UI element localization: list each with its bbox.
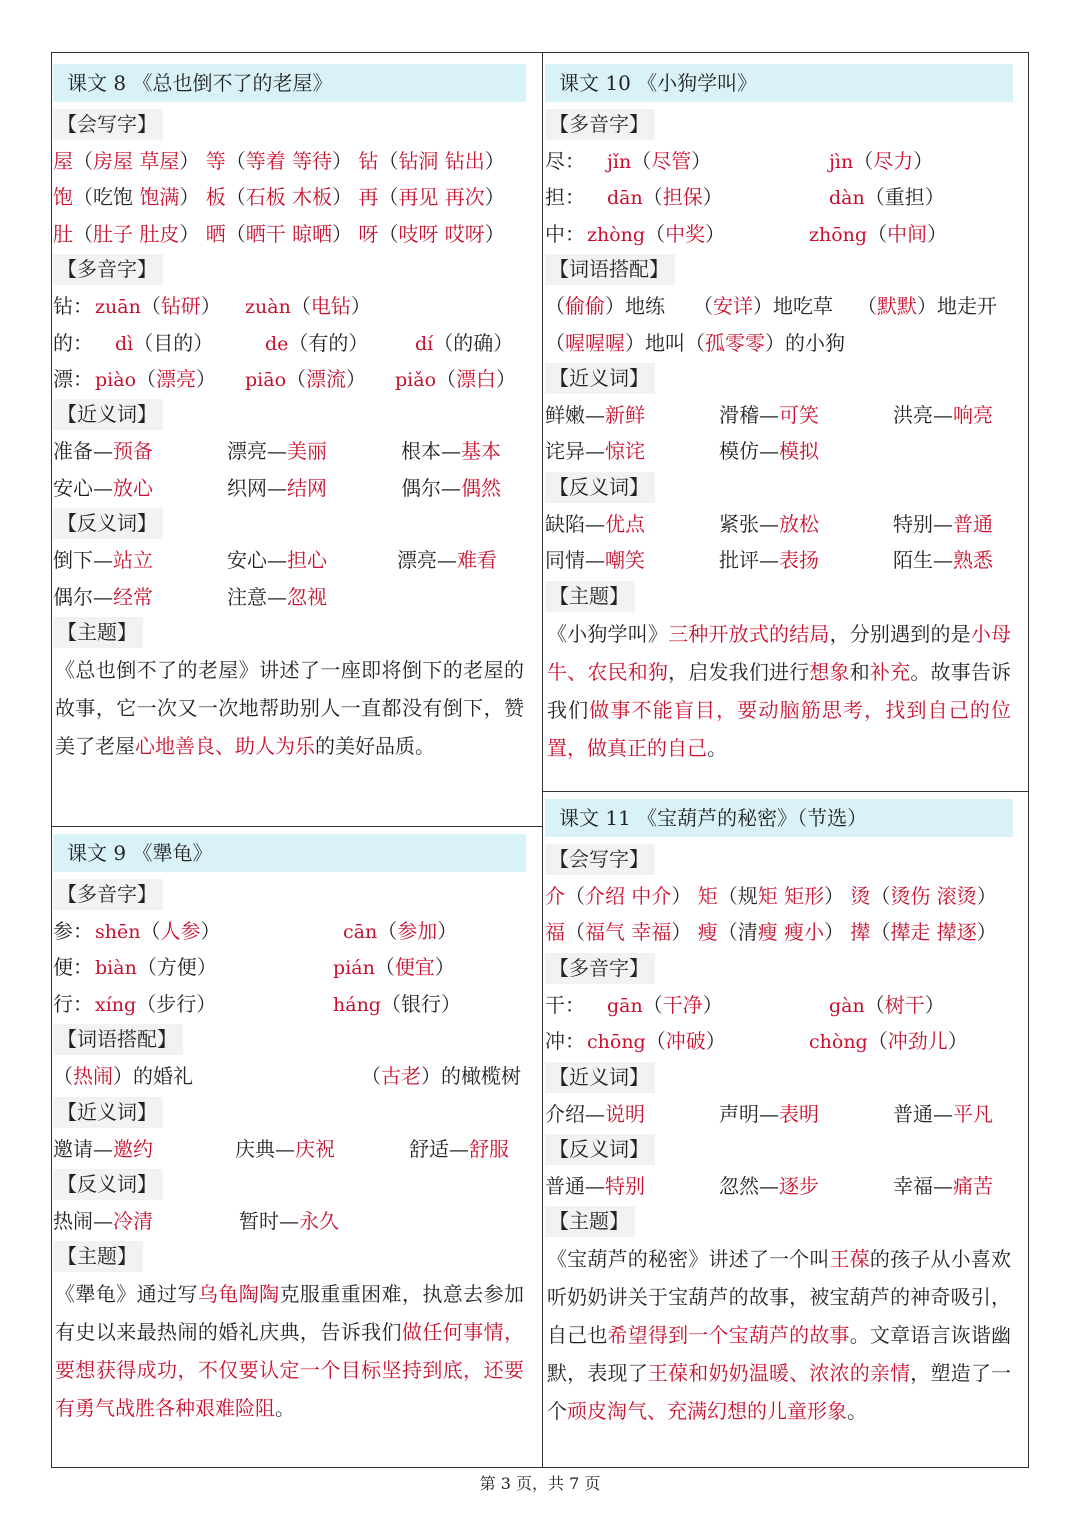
polyphone-row: 便： biàn（方便） pián（便宜）: [53, 955, 455, 980]
synonym-header: 【近义词】: [53, 1097, 163, 1128]
antonym-row: 热闹—冷清 暂时—永久: [53, 1208, 339, 1233]
collocation-header: 【词语搭配】: [545, 254, 675, 285]
column-divider: [542, 52, 543, 1468]
polyphone-row: 漂： piào（漂亮） piāo（漂流） piǎo（漂白）: [53, 366, 517, 391]
right-section-divider: [543, 791, 1029, 792]
lesson-8-title: 课文 8 《总也倒不了的老屋》: [53, 64, 526, 102]
polyphone-row: 参： shēn（人参） cān（参加）: [53, 919, 458, 943]
polyphone-row: 冲： chōng（冲破） chòng（冲劲儿）: [545, 1029, 968, 1054]
write-row: [53, 179, 526, 215]
antonym-row: 缺陷—优点 紧张—放松 特别—普通: [545, 511, 993, 536]
lesson-11-title: 课文 11 《宝葫芦的秘密》（节选）: [545, 799, 1013, 837]
write-list: [53, 143, 526, 252]
antonym-header: 【反义词】: [545, 1134, 655, 1165]
theme-paragraph: 《宝葫芦的秘密》讲述了一个叫王葆的孩子从小喜欢听奶奶讲关于宝葫芦的故事，被宝葫芦的神奇吸引，自己也希望得到一个宝葫芦的故事。文章语言诙谐幽默，表现了王葆和奶奶温暖、浓浓的亲情，塑造了一个顽皮淘气、充满幻想的儿童形象。: [547, 1247, 1012, 1424]
theme-header: 【主题】: [53, 617, 143, 648]
polyphone-row: 中： zhòng（中奖） zhōng（中间）: [545, 221, 948, 246]
synonym-header: 【近义词】: [545, 363, 655, 394]
antonym-header: 【反义词】: [53, 508, 163, 539]
theme-paragraph: 《犟龟》通过写乌龟陶陶克服重重困难，执意去参加有史以来最热闹的婚礼庆典，告诉我们做任何事情，要想获得成功，不仅要认定一个目标坚持到底，还要有勇气战胜各种艰难险阻。: [55, 1282, 525, 1421]
synonym-header: 【近义词】: [545, 1062, 655, 1093]
polyphone-header: 【多音字】: [53, 879, 163, 910]
lesson-10-title: 课文 10 《小狗学叫》: [545, 64, 1013, 102]
write-row-text: 屋（房屋 草屋） 等（等着 等待） 钻（钻洞 钻出）: [53, 149, 505, 173]
antonym-row: 倒下—站立 安心—担心 漂亮—难看: [53, 548, 497, 573]
collocation-row: （偷偷）地练 （安详）地吃草 （默默）地走开: [545, 294, 997, 319]
collocation-header: 【词语搭配】: [53, 1024, 183, 1055]
write-row: [53, 216, 526, 252]
antonym-header: 【反义词】: [53, 1169, 163, 1200]
theme-header: 【主题】: [545, 581, 635, 612]
write-header: 【会写字】: [53, 109, 163, 140]
write-row: [53, 143, 526, 179]
polyphone-row: 担： dān（担保） dàn（重担）: [545, 185, 945, 210]
left-section-divider: [51, 826, 543, 827]
write-row: [545, 878, 1013, 914]
write-row-text: 介（介绍 中介） 矩（规矩 矩形） 烫（烫伤 滚烫）: [545, 884, 997, 908]
collocation-row: （喔喔喔）地叫 （孤零零）的小狗: [545, 330, 845, 355]
theme-header: 【主题】: [53, 1241, 143, 1272]
synonym-row: 安心—放心 织网—结网 偶尔—偶然: [53, 475, 501, 500]
synonym-row: 介绍—说明 声明—表明 普通—平凡: [545, 1101, 993, 1126]
lesson-11-section: [545, 799, 1013, 1430]
antonym-row: 偶尔—经常 注意—忽视: [53, 584, 327, 609]
synonym-header: 【近义词】: [53, 399, 163, 430]
polyphone-header: 【多音字】: [545, 953, 655, 984]
polyphone-row: 钻： zuān（钻研） zuàn（电钻）: [53, 294, 371, 319]
theme-paragraph: 《小狗学叫》三种开放式的结局，分别遇到的是小母牛、农民和狗，启发我们进行想象和补充。故事告诉我们做事不能盲目，要动脑筋思考，找到自己的位置，做真正的自己。: [547, 621, 1012, 760]
synonym-row: 准备—预备 漂亮—美丽 根本—基本: [53, 439, 501, 464]
polyphone-row: 尽： jǐn（尽管） jìn（尽力）: [545, 149, 934, 173]
synonym-row: 诧异—惊诧 模仿—模拟: [545, 439, 819, 464]
polyphone-header: 【多音字】: [545, 109, 655, 140]
write-row-text: 肚（肚子 肚皮） 晒（晒干 晾晒） 呀（吱呀 哎呀）: [53, 221, 505, 246]
polyphone-header: 【多音字】: [53, 254, 163, 285]
write-row: [545, 914, 1013, 950]
synonym-row: 鲜嫩—新鲜 滑稽—可笑 洪亮—响亮: [545, 402, 993, 427]
antonym-row: 同情—嘲笑 批评—表扬 陌生—熟悉: [545, 548, 993, 573]
write-row-text: 饱（吃饱 饱满） 板（石板 木板） 再（再见 再次）: [53, 185, 505, 210]
antonym-row: 普通—特别 忽然—逐步 幸福—痛苦: [545, 1173, 993, 1198]
lesson-10-section: [545, 64, 1013, 767]
lesson-9-section: [53, 834, 526, 1427]
lesson-8-section: [53, 64, 526, 765]
write-row-text: 福（福气 幸福） 瘦（清瘦 瘦小） 撵（撵走 撵逐）: [545, 920, 997, 945]
polyphone-row: 行： xíng（步行） háng（银行）: [53, 991, 461, 1016]
write-header: 【会写字】: [545, 844, 655, 875]
polyphone-row: 的： dì（目的） de（有的） dí（的确）: [53, 330, 514, 355]
theme-paragraph: 《总也倒不了的老屋》讲述了一座即将倒下的老屋的故事，它一次又一次地帮助别人一直都没有倒下，赞美了老屋心地善良、助人为乐的美好品质。: [55, 657, 524, 758]
lesson-9-title: 课文 9 《犟龟》: [53, 834, 526, 872]
theme-header: 【主题】: [545, 1206, 635, 1237]
polyphone-row: 干： gān（干净） gàn（树干）: [545, 992, 945, 1017]
page-footer: 第 3 页，共 7 页: [479, 1474, 601, 1493]
antonym-header: 【反义词】: [545, 472, 655, 503]
synonym-row: 邀请—邀约 庆典—庆祝 舒适—舒服: [53, 1136, 509, 1161]
collocation-row: （热闹）的婚礼 （古老）的橄榄树: [53, 1064, 521, 1089]
